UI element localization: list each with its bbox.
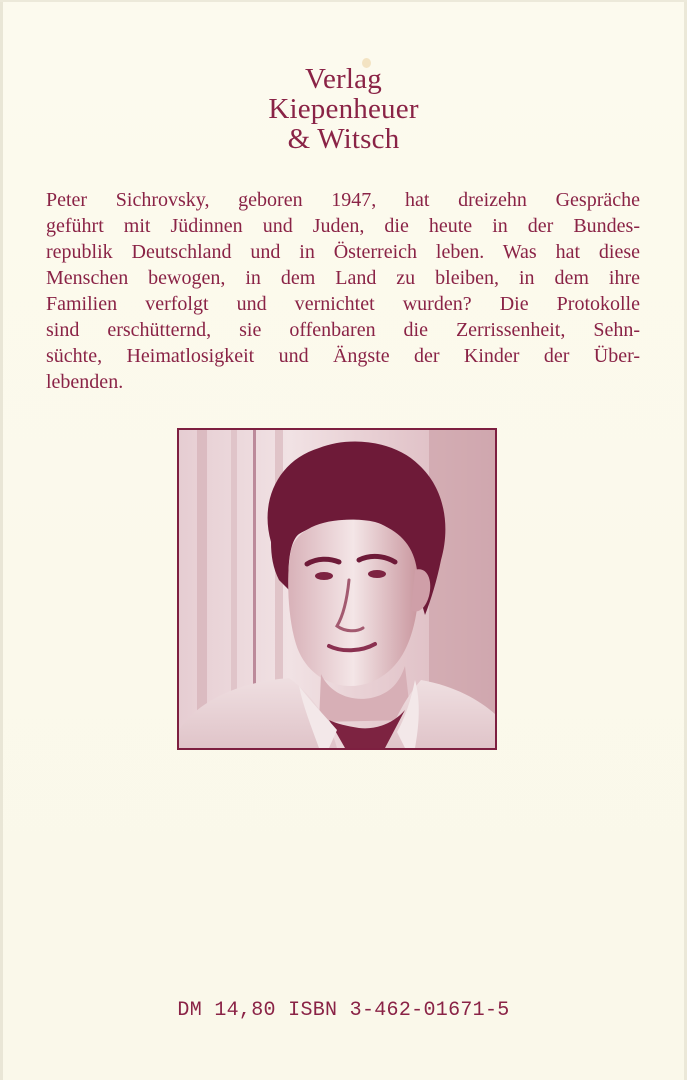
blurb-line-2: geführt mit Jüdinnen und Juden, die heute in der Bundes- [46,215,640,237]
cover-edge-top [0,0,687,2]
publisher-name [0,64,687,154]
blurb-line-6: sind erschütternd, sie offenbaren die Zerrissenheit, Sehn- [46,319,640,341]
publisher-line-1: Verlag [305,63,382,95]
publisher-line-3: & Witsch [287,123,400,155]
portrait-illustration [179,430,495,748]
blurb-line-3: republik Deutschland und in Österreich leben. Was hat diese [46,241,640,263]
blurb-line-1: Peter Sichrovsky, geboren 1947, hat dreizehn Gespräche [46,189,640,211]
author-portrait [177,428,497,750]
right-eye [368,570,386,578]
cover-edge-left [0,0,3,1080]
blurb-text [46,187,640,395]
blurb-line-7: süchte, Heimatlosigkeit und Ängste der Kinder der Über- [46,345,640,367]
blurb-line-5: Familien verfolgt und vernichtet wurden? Die Protokolle [46,293,640,315]
publisher-line-2: Kiepenheuer [268,93,419,125]
left-eye [315,572,333,580]
curtain-fold-1 [197,430,207,748]
price-isbn: DM 14,80 ISBN 3-462-01671-5 [177,999,510,1022]
blurb-line-8: lebenden. [46,371,124,393]
blurb-line-4: Menschen bewogen, in dem Land zu bleiben, in dem ihre [46,267,640,289]
